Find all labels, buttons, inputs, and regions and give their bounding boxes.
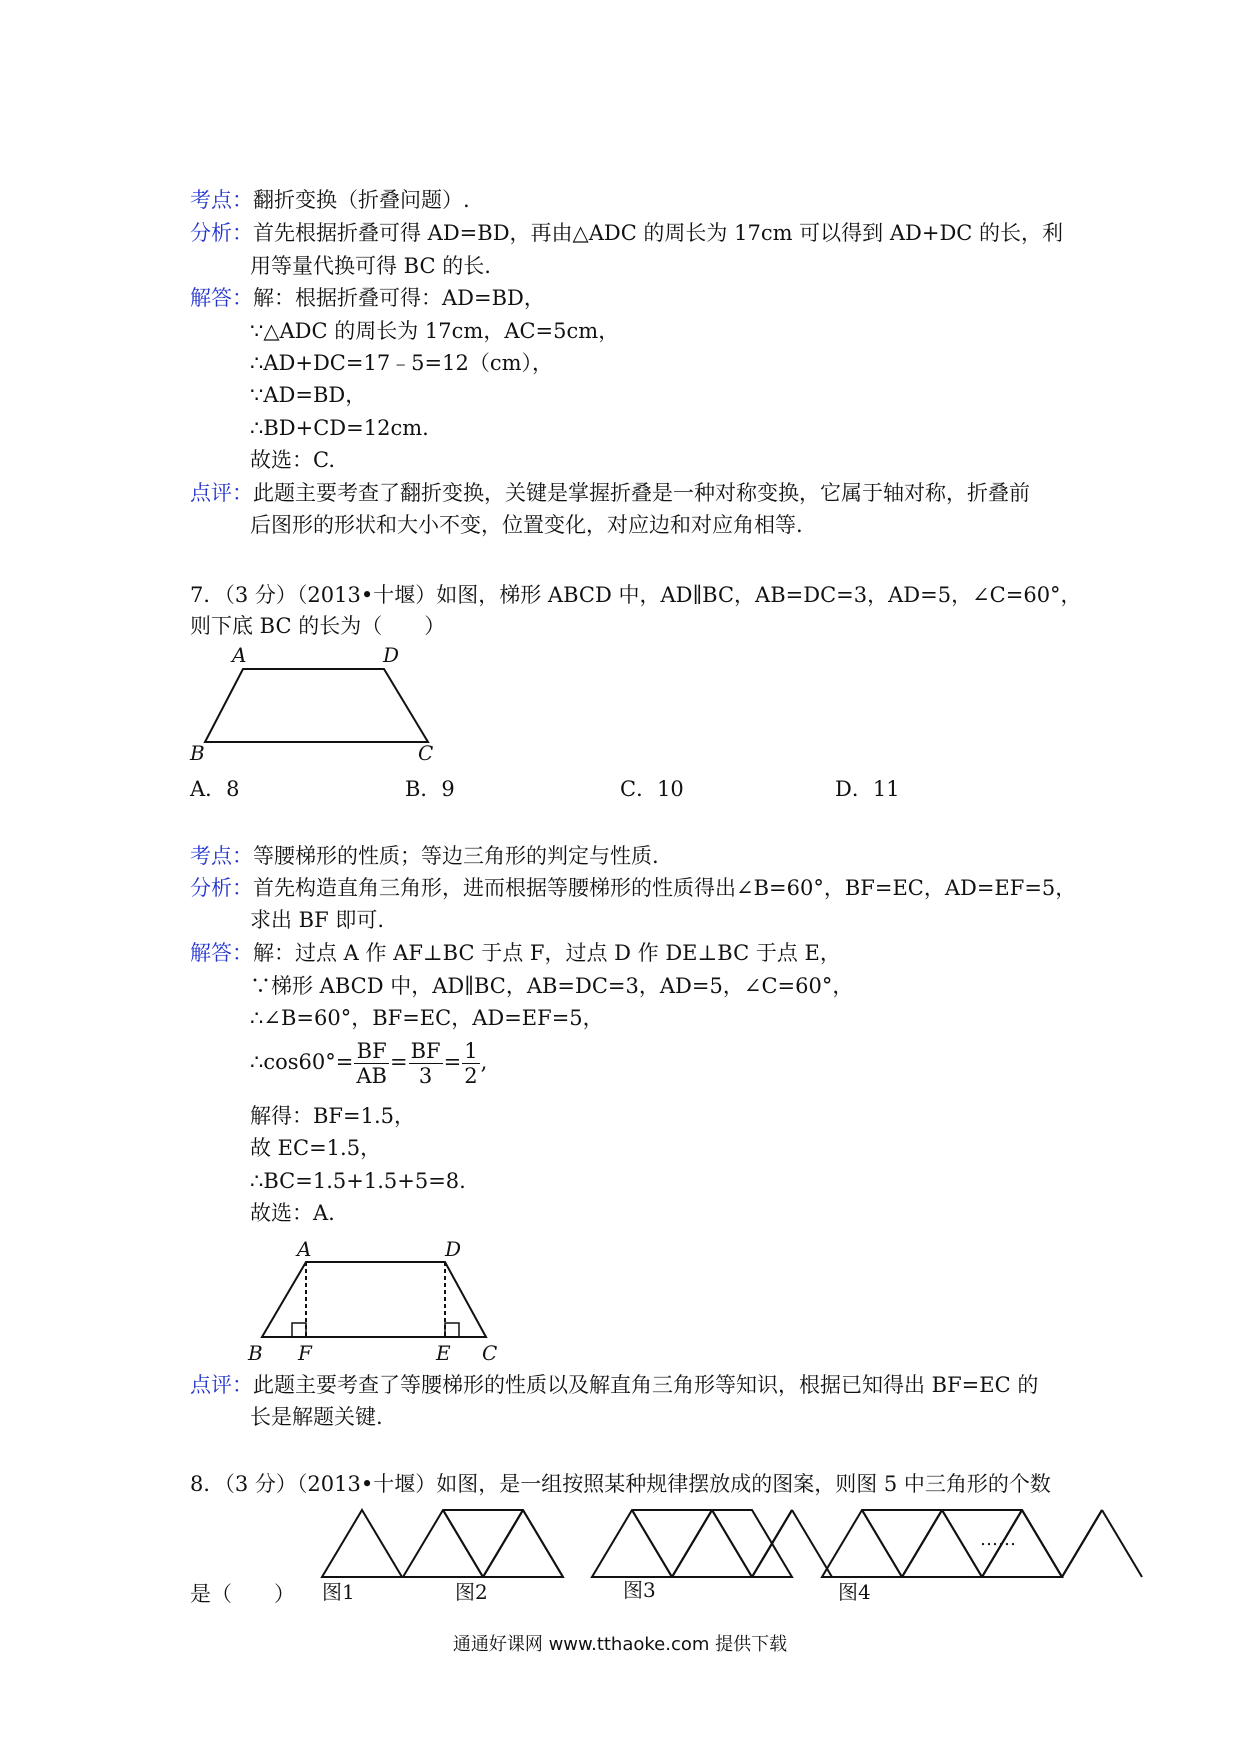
- label-fenxi: 分析: [190, 221, 232, 245]
- lattice-line: [712, 1510, 752, 1577]
- label-jieda: 解答: [190, 941, 232, 965]
- q7-jieda-line2: ∵梯形 ABCD 中，AD∥BC，AB=DC=3，AD=5，∠C=60°，: [250, 974, 854, 998]
- label-dianping: 点评: [190, 1373, 232, 1397]
- right-angle-mark-f: [292, 1323, 306, 1337]
- pattern-caption-1: 图1: [322, 1580, 355, 1604]
- lattice-line: [632, 1510, 672, 1577]
- vertex-label-a: A: [232, 643, 247, 667]
- lattice-line: [862, 1510, 902, 1577]
- vertex-label-f: F: [298, 1341, 312, 1365]
- page-footer: 通通好课网 www.tthaoke.com 提供下载: [452, 1634, 788, 1655]
- pattern-caption-4: 图4: [838, 1580, 871, 1604]
- q7-stem-line1: 7．（3 分）（2013•十堰）如图，梯形 ABCD 中，AD∥BC，AB=DC=3，AD=5，∠C=60°，: [190, 583, 1082, 607]
- q7-jieda-line3: ∴∠B=60°，BF=EC，AD=EF=5，: [250, 1006, 604, 1030]
- fraction-bf-ab: $\frac{BF}{AB}$: [356, 1039, 387, 1088]
- label-fenxi: 分析: [190, 876, 232, 900]
- q7-jieda-line6: 故 EC=1.5，: [250, 1136, 382, 1160]
- q7-stem-line2: 则下底 BC 的长为（ ）: [190, 614, 446, 638]
- right-angle-mark-e: [445, 1323, 459, 1337]
- lattice-line: [1062, 1510, 1102, 1577]
- lattice-line: [443, 1510, 483, 1577]
- trapezoid-abcd: [205, 669, 428, 742]
- vertex-label-b: B: [248, 1341, 263, 1365]
- q6-dianping: 点评：此题主要考查了翻折变换，关键是掌握折叠是一种对称变换，它属于轴对称，折叠前: [190, 481, 1030, 505]
- lattice-line: [1022, 1510, 1062, 1577]
- label-kaodian: 考点: [190, 188, 232, 212]
- q7-dianping: 点评：此题主要考查了等腰梯形的性质以及解直角三角形等知识，根据已知得出 BF=EC 的: [190, 1373, 1039, 1397]
- q6-dianping-line2: 后图形的形状和大小不变，位置变化，对应边和对应角相等.: [250, 513, 803, 537]
- lattice-line: [792, 1510, 832, 1577]
- q6-jieda-line2: ∵△ADC 的周长为 17cm，AC=5cm，: [250, 319, 620, 343]
- q6-kaodian: 考点：翻折变换（折叠问题）.: [190, 188, 470, 212]
- q7-jieda: 解答：解：过点 A 作 AF⊥BC 于点 F，过点 D 作 DE⊥BC 于点 E，: [190, 941, 841, 965]
- vertex-label-a: A: [297, 1237, 312, 1261]
- vertex-label-c: C: [418, 741, 434, 765]
- q6-jieda-line4: ∵AD=BD，: [250, 383, 367, 407]
- q7-solution-figure: [248, 1238, 508, 1368]
- q6-jieda: 解答：解：根据折叠可得：AD=BD，: [190, 286, 545, 310]
- q6-fenxi-line2: 用等量代换可得 BC 的长.: [250, 254, 491, 278]
- vertex-label-e: E: [436, 1341, 451, 1365]
- q6-jieda-line5: ∴BD+CD=12cm.: [250, 416, 429, 440]
- q7-dianping-line2: 长是解题关键.: [250, 1405, 383, 1429]
- vertex-label-d: D: [383, 643, 400, 667]
- label-dianping: 点评: [190, 481, 232, 505]
- pattern-figure-1: [322, 1510, 402, 1577]
- vertex-label-d: D: [445, 1237, 462, 1261]
- lattice-line: [902, 1510, 942, 1577]
- lattice-line: [942, 1510, 982, 1577]
- q8-stem-line2: 是（ ）: [190, 1582, 295, 1606]
- q7-cos-equation: ∴cos60°= $\frac{BF}{AB}$ = $\frac{BF}{3}$ = $\frac{1}{2}$ ,: [250, 1039, 488, 1088]
- pattern-caption-2: 图2: [455, 1580, 488, 1604]
- fraction-bf-3: $\frac{BF}{3}$: [410, 1039, 441, 1088]
- label-jieda: 解答: [190, 286, 232, 310]
- pattern-figure-2: [403, 1510, 563, 1577]
- q8-triangle-patterns: [290, 1505, 1050, 1585]
- fraction-1-2: $\frac{1}{2}$: [464, 1039, 478, 1088]
- q7-jieda-line8: 故选：A.: [250, 1201, 335, 1225]
- q7-option-c: C．10: [620, 777, 684, 801]
- lattice-line: [1102, 1510, 1142, 1577]
- q6-jieda-line6: 故选：C.: [250, 448, 335, 472]
- q7-option-a: A．8: [190, 777, 240, 801]
- q7-kaodian: 考点：等腰梯形的性质；等边三角形的判定与性质.: [190, 844, 659, 868]
- pattern-caption-3: 图3: [623, 1578, 656, 1602]
- q7-option-b: B．9: [405, 777, 455, 801]
- lattice-line: [672, 1510, 712, 1577]
- vertex-label-c: C: [482, 1341, 498, 1365]
- pattern-figure-4: [822, 1510, 1062, 1577]
- lattice-line: [483, 1510, 523, 1577]
- lattice-line: [523, 1510, 563, 1577]
- q6-fenxi: 分析：首先根据折叠可得 AD=BD，再由△ADC 的周长为 17cm 可以得到 AD+DC 的长，利: [190, 221, 1064, 245]
- q6-jieda-line3: ∴AD+DC=17﹣5=12（cm），: [250, 351, 554, 375]
- q8-stem-line1: 8．（3 分）（2013•十堰）如图，是一组按照某种规律摆放成的图案，则图 5 中三角形的个数: [190, 1472, 1051, 1496]
- continuation-dots: ……: [980, 1529, 1016, 1550]
- vertex-label-b: B: [190, 741, 205, 765]
- label-kaodian: 考点: [190, 844, 232, 868]
- q7-fenxi-line2: 求出 BF 即可.: [250, 908, 385, 932]
- q7-fenxi: 分析：首先构造直角三角形，进而根据等腰梯形的性质得出∠B=60°，BF=EC，AD=EF=5，: [190, 876, 1077, 900]
- q7-jieda-line5: 解得：BF=1.5，: [250, 1104, 415, 1128]
- q7-option-d: D．11: [835, 777, 900, 801]
- trapezoid-with-heights: [262, 1262, 486, 1337]
- q7-jieda-line7: ∴BC=1.5+1.5+5=8.: [250, 1169, 466, 1193]
- q7-trapezoid-figure: [190, 642, 450, 765]
